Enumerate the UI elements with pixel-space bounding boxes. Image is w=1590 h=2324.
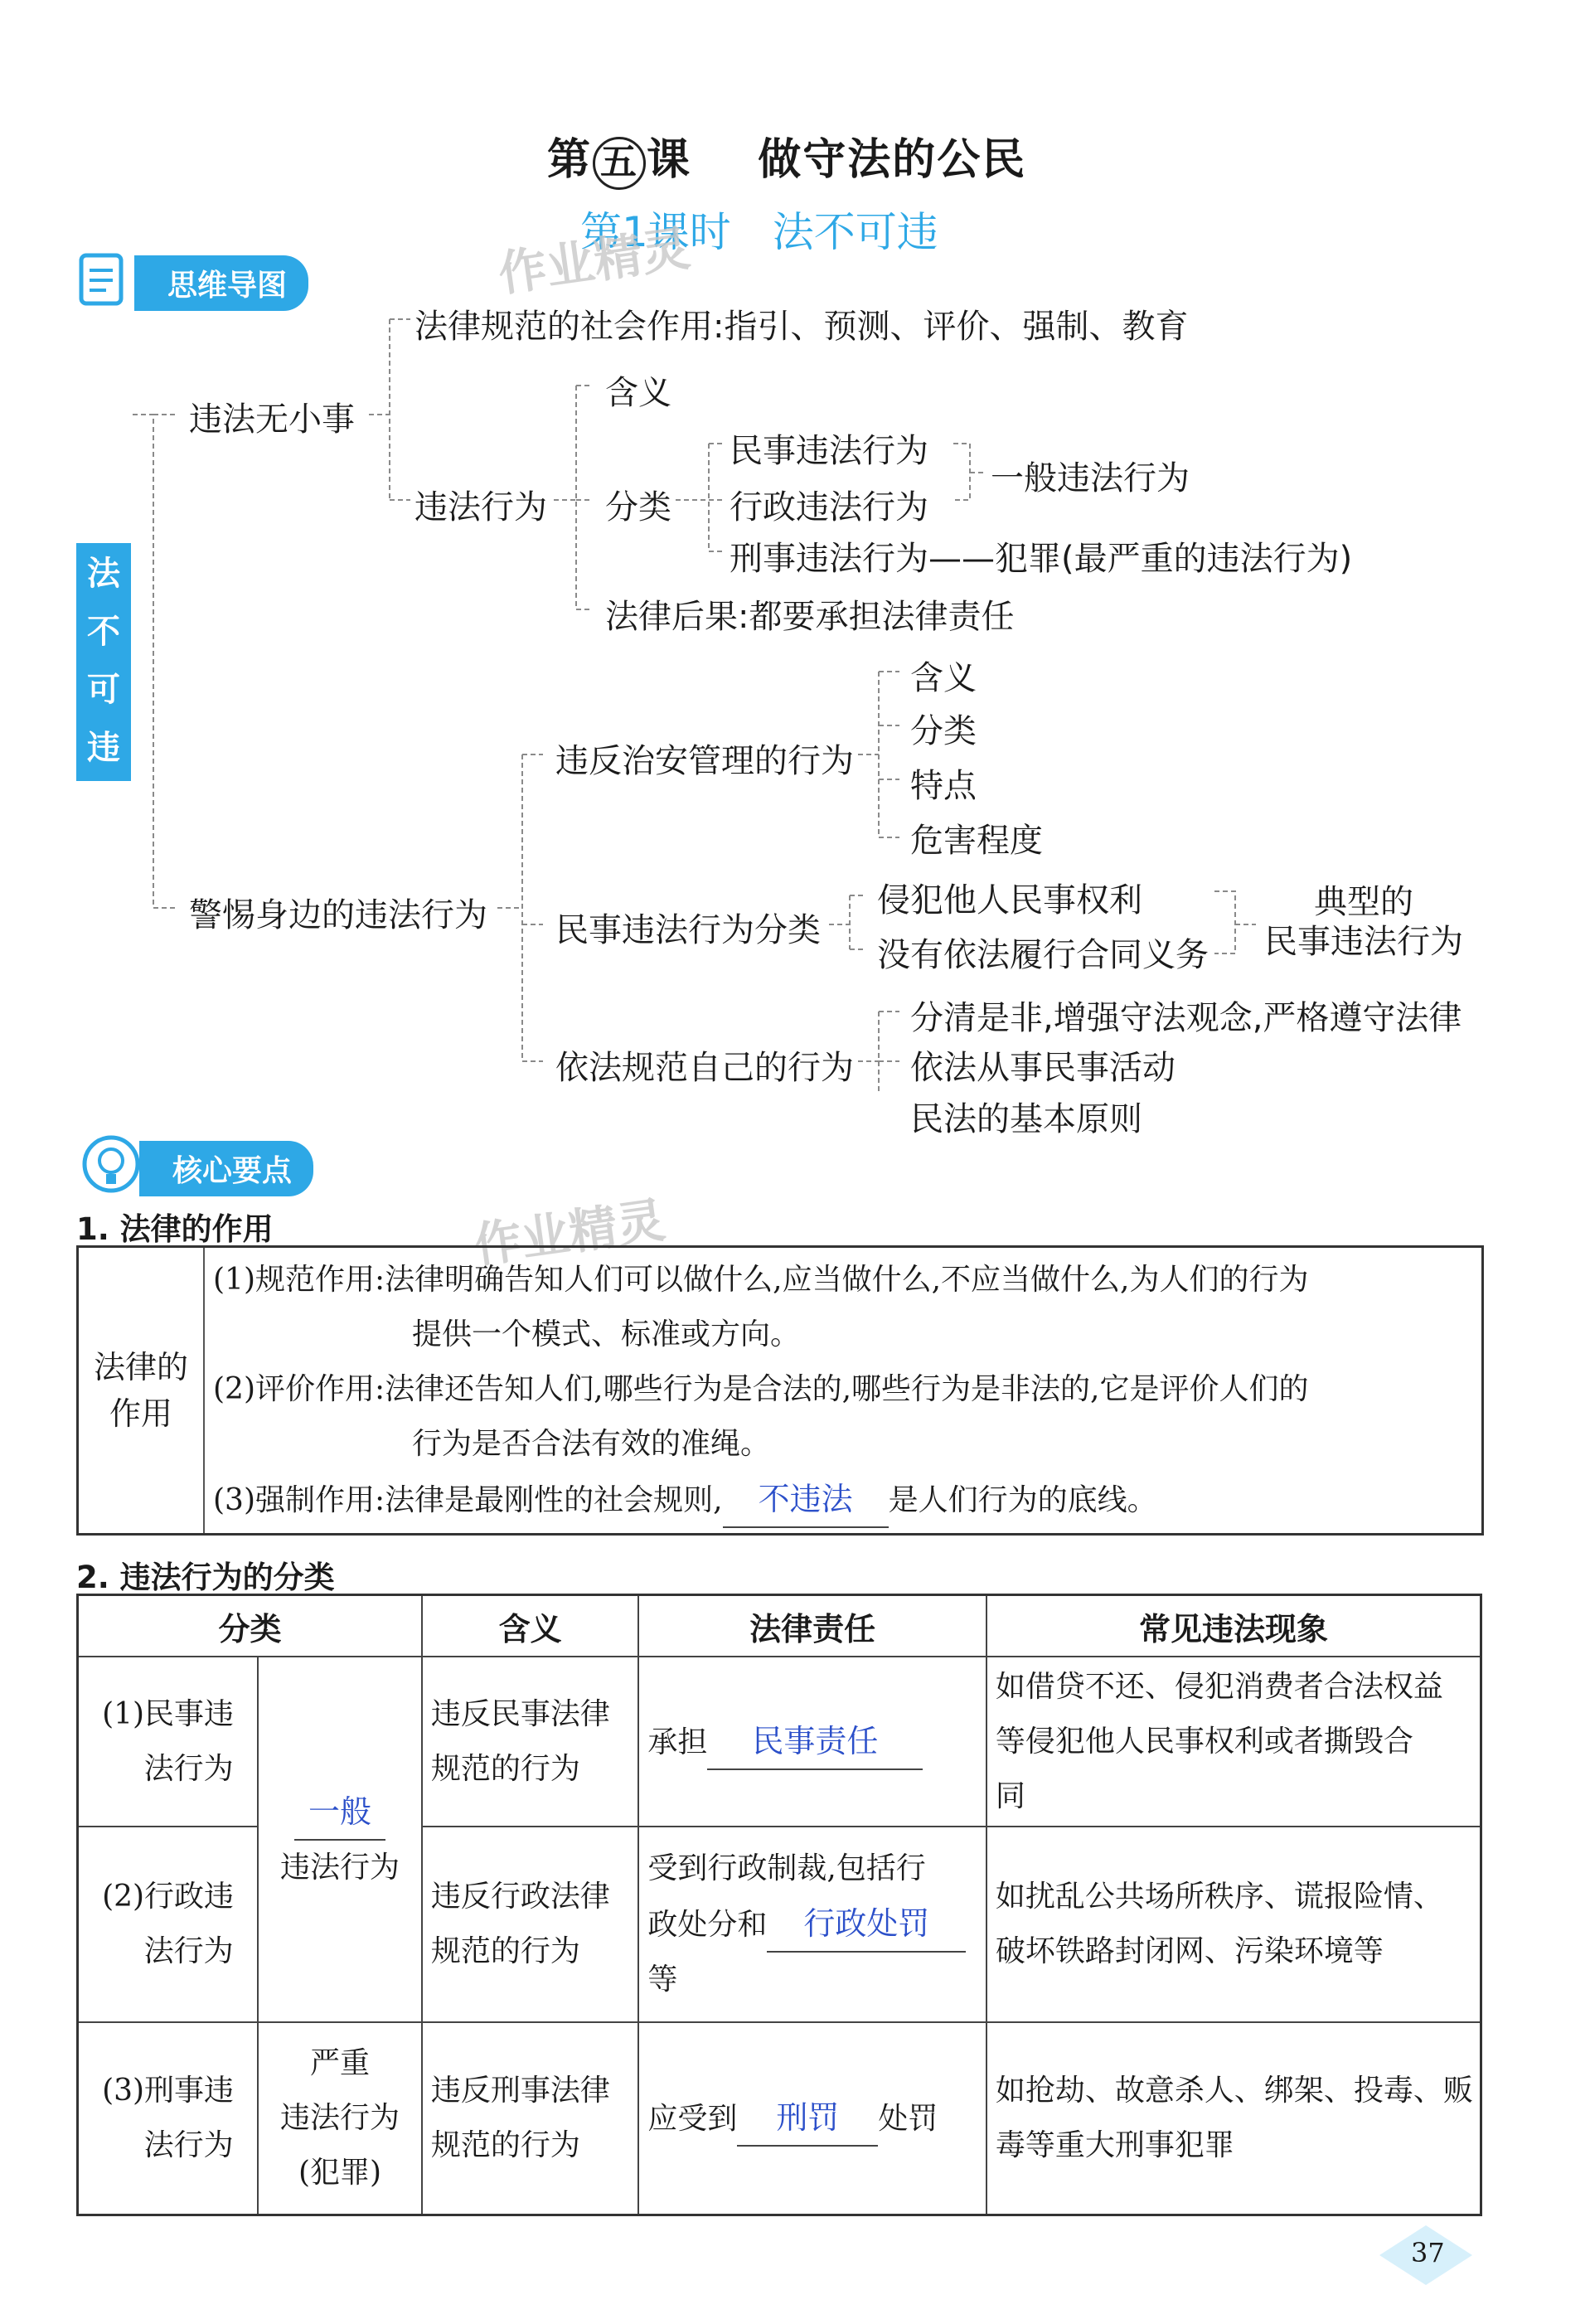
cell-type: (1)民事违 法行为 xyxy=(78,1657,259,1827)
cell-responsibility: 受到行政制裁,包括行 政处分和 行政处罚 等 xyxy=(638,1827,986,2022)
node-social-function: 法律规范的社会作用:指引、预测、评价、强制、教育 xyxy=(414,308,1189,346)
lesson-number-circle: 五 xyxy=(593,137,646,190)
cell-meaning: 违反行政法律 规范的行为 xyxy=(422,1827,638,2022)
node-general-illegal: 一般违法行为 xyxy=(991,459,1190,497)
node-sec-item: 特点 xyxy=(910,767,977,805)
node-regulate: 依法规范自己的行为 xyxy=(555,1049,854,1087)
th-meaning: 含义 xyxy=(422,1595,638,1657)
answer-blank: 刑罚 xyxy=(737,2090,878,2147)
cell-meaning: 违反刑事法律 规范的行为 xyxy=(422,2022,638,2215)
table-header-row xyxy=(78,1595,1481,1657)
mindmap-root: 法 不 可 违 xyxy=(76,543,131,781)
answer-blank: 不违法 xyxy=(723,1472,889,1528)
answer-blank: 民事责任 xyxy=(707,1714,923,1770)
branch-watch-illegal: 警惕身边的违法行为 xyxy=(189,896,487,934)
node-sec-item: 分类 xyxy=(910,712,977,750)
node-civil-classification: 民事违法行为分类 xyxy=(555,911,821,949)
answer-blank: 一般 xyxy=(294,1784,385,1841)
page-number-badge xyxy=(1376,2222,1476,2288)
law-function-content: (1)规范作用:法律明确告知人们可以做什么,应当做什么,不应当做什么,为人们的行为 提供一个模式、标准或方向。 (2)评价作用:法律还告知人们,哪些行为是合法的,哪些行为是非法的,它是评价人们的 行为是否合法有效的准绳。 (3)强制作用:法律是最刚性的社会规则, 不违法 是人们行为的底线。 xyxy=(213,1253,1473,1528)
node-sec-item: 含义 xyxy=(910,659,977,697)
node-civil-item: 侵犯他人民事权利 xyxy=(877,881,1142,919)
table-row xyxy=(78,2022,1481,2215)
violation-class-table xyxy=(76,1594,1482,2216)
node-consequence: 法律后果:都要承担法律责任 xyxy=(605,598,1015,636)
node-reg-item: 民法的基本原则 xyxy=(910,1100,1142,1138)
cell-phenomena: 如借贷不还、侵犯消费者合法权益 等侵犯他人民事权利或者撕毁合 同 xyxy=(986,1657,1481,1827)
cell-responsibility: 承担 民事责任 xyxy=(638,1657,986,1827)
node-meaning: 含义 xyxy=(605,374,671,412)
th-responsibility: 法律责任 xyxy=(638,1595,986,1657)
cell-phenomena: 如抢劫、故意杀人、绑架、投毒、贩 毒等重大刑事犯罪 xyxy=(986,2022,1481,2215)
page-subtitle: 第1课时 法不可违 xyxy=(580,208,938,256)
cell-type: (3)刑事违 法行为 xyxy=(78,2022,259,2215)
answer-blank: 行政处罚 xyxy=(767,1896,966,1953)
node-reg-item: 依法从事民事活动 xyxy=(910,1049,1176,1087)
th-class: 分类 xyxy=(78,1595,422,1657)
cell-serious: 严重 违法行为 (犯罪) xyxy=(258,2022,422,2215)
cell-meaning: 违反民事法律 规范的行为 xyxy=(422,1657,638,1827)
watermark: 作业精灵 xyxy=(495,220,694,303)
cell-responsibility: 应受到 刑罚 处罚 xyxy=(638,2022,986,2215)
node-admin-act: 行政违法行为 xyxy=(730,488,928,526)
cell-type: (2)行政违 法行为 xyxy=(78,1827,259,2022)
branch-illegal-no-small-matter: 违法无小事 xyxy=(189,400,355,439)
table-row xyxy=(78,1657,1481,1827)
node-classification: 分类 xyxy=(605,488,671,526)
node-civil-act: 民事违法行为 xyxy=(730,432,928,470)
cell-phenomena: 如扰乱公共场所秩序、谎报险情、 破坏铁路封闭网、污染环境等 xyxy=(986,1827,1481,2022)
watermark-2: 作业精灵 xyxy=(470,1191,669,1274)
node-typical: 典型的 民事违法行为 xyxy=(1264,883,1463,961)
page-number: 37 xyxy=(1411,2237,1445,2268)
lesson-name: 做守法的公民 xyxy=(758,135,1027,185)
mindmap-connectors xyxy=(0,265,1590,1094)
law-function-label: 法律的 作用 xyxy=(79,1248,205,1533)
node-illegal-act: 违法行为 xyxy=(414,488,547,526)
section-2-title: 2. 违法行为的分类 xyxy=(76,1560,335,1595)
law-function-box xyxy=(76,1245,1484,1536)
node-civil-item: 没有依法履行合同义务 xyxy=(877,936,1209,974)
node-sec-item: 危害程度 xyxy=(910,822,1043,860)
node-criminal-act: 刑事违法行为——犯罪(最严重的违法行为) xyxy=(730,540,1353,578)
lesson-title: 第 五 课 做守法的公民 xyxy=(547,124,1026,190)
node-reg-item: 分清是非,增强守法观念,严格遵守法律 xyxy=(910,999,1462,1037)
th-phenomena: 常见违法现象 xyxy=(986,1595,1481,1657)
bulb-icon xyxy=(80,1133,146,1196)
section-1-title: 1. 法律的作用 xyxy=(76,1211,274,1247)
node-security-violation: 违反治安管理的行为 xyxy=(555,742,854,780)
cell-general: 一般 违法行为 xyxy=(258,1657,422,2022)
